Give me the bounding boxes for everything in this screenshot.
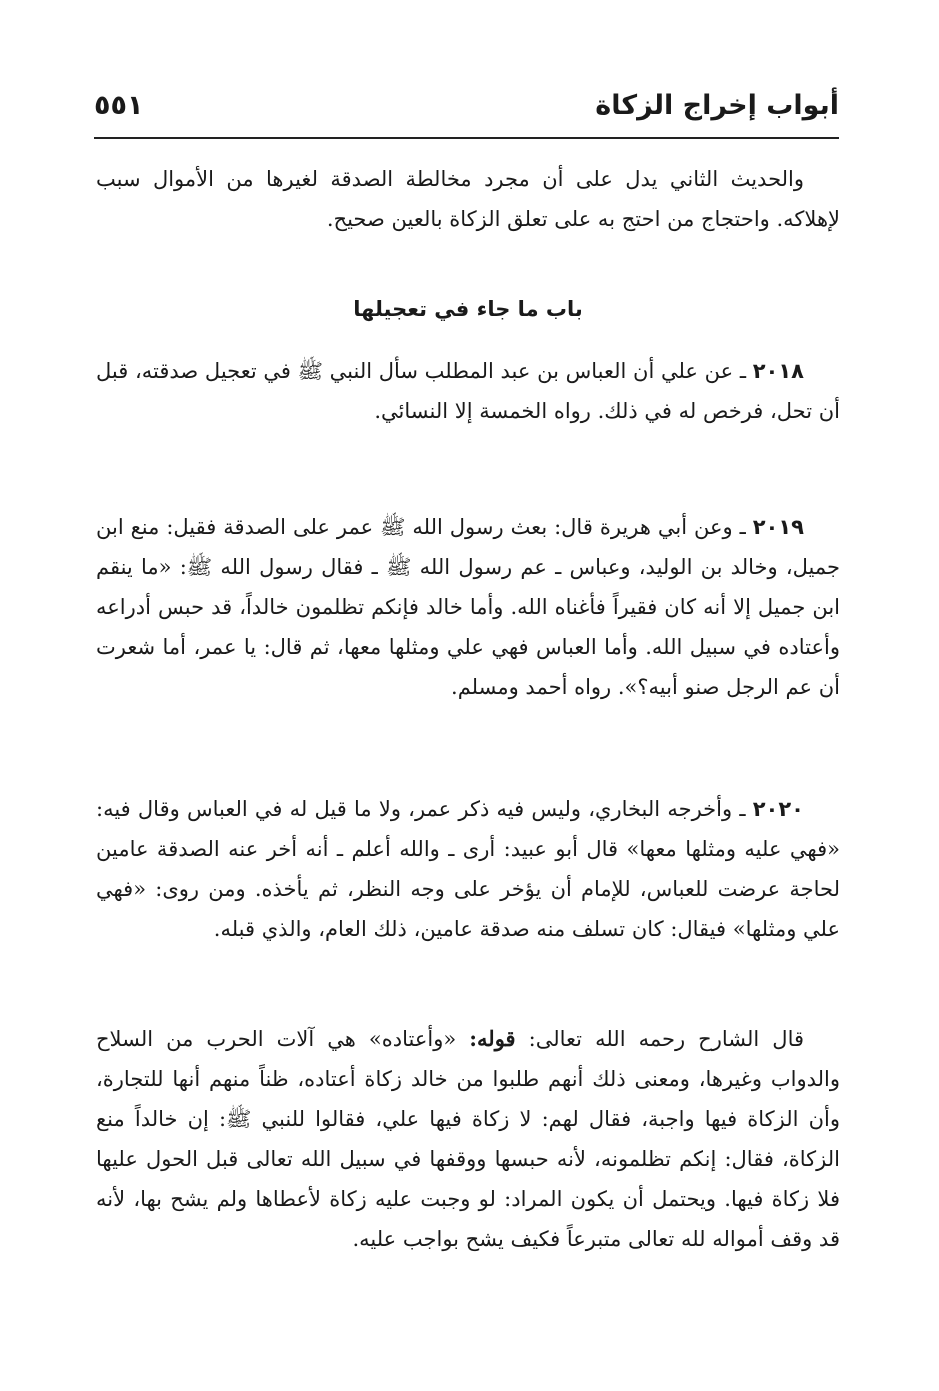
page-number: ٥٥١ [94, 90, 144, 121]
hadith-text: وأخرجه البخاري، وليس فيه ذكر عمر، ولا ما قيل له في العباس وقال فيه: «فهي عليه ومثلها معها» قال أبو عبيد: أرى ـ والله أعلم ـ أنه أخر عنه الصدقة عامين لحاجة عرضت للعباس، للإمام أن يؤخر على وجه النظر، ثم يأخذه. ومن روى: «فهي علي ومثلها» فيقال: كان تسلف منه صدقة عامين، ذلك العام، والذي قبله. [96, 797, 840, 941]
hadith-dash: ـ [739, 359, 747, 383]
commentary-text: «وأعتاده» هي آلات الحرب من السلاح والدواب وغيرها، ومعنى ذلك أنهم طلبوا من خالد زكاة أعتاده، ظناً منهم أنها للتجارة، وأن الزكاة فيها واجبة، فقال لهم: لا زكاة فيها علي، فقالوا للنبي ﷺ: إن خالداً منع الزكاة، فقال: إنكم تظلمونه، لأنه حبسها ووقفها في سبيل الله تعالى قبل الحول عليها فلا زكاة فيها. ويحتمل أن يكون المراد: لو وجبت عليه زكاة لأعطاها ولم يشح بها، لأنه قد وقف أمواله لله تعالى متبرعاً فكيف يشح بواجب عليه. [96, 1027, 840, 1251]
hadith-paragraph [96, 507, 840, 707]
hadith-paragraph [96, 789, 840, 949]
chapter-heading: باب ما جاء في تعجيلها [353, 297, 583, 321]
intro-paragraph [96, 159, 840, 239]
commentary-lead: قال الشارح رحمه الله تعالى: [528, 1027, 805, 1051]
commentary-paragraph [96, 1019, 840, 1259]
hadith-paragraph [96, 351, 840, 431]
hadith-dash: ـ [739, 797, 746, 821]
page-header [94, 80, 839, 140]
commentary-keyword: قوله: [469, 1026, 516, 1051]
hadith-2020 [96, 789, 840, 949]
hadith-number: ٢٠١٩ [752, 515, 804, 539]
header-rule [94, 137, 839, 139]
hadith-number: ٢٠٢٠ [752, 797, 804, 821]
running-title: أبواب إخراج الزكاة [595, 90, 839, 121]
hadith-text: وعن أبي هريرة قال: بعث رسول الله ﷺ عمر على الصدقة فقيل: منع ابن جميل، وخالد بن الوليد، وعباس ـ عم رسول الله ﷺ ـ فقال رسول الله ﷺ: «ما ينقم ابن جميل إلا أنه كان فقيراً فأغناه الله. وأما خالد فإنكم تظلمون خالداً، قد حبس أدراعه وأعتاده في سبيل الله. وأما العباس فهي علي ومثلها معها، ثم قال: يا عمر، أما شعرت أن عم الرجل صنو أبيه؟». رواه أحمد ومسلم. [96, 515, 840, 699]
hadith-2018 [96, 351, 840, 431]
hadith-2019 [96, 507, 840, 707]
commentary-body [96, 1019, 840, 1259]
hadith-number: ٢٠١٨ [752, 359, 804, 383]
intro-text: والحديث الثاني يدل على أن مجرد مخالطة الصدقة لغيرها من الأموال سبب لإهلاكه. واحتجاج من احتج به على تعلق الزكاة بالعين صحيح. [96, 167, 840, 231]
hadith-dash: ـ [739, 515, 746, 539]
hadith-text: عن علي أن العباس بن عبد المطلب سأل النبي ﷺ في تعجيل صدقته، قبل أن تحل، فرخص له في ذلك. رواه الخمسة إلا النسائي. [96, 359, 840, 423]
